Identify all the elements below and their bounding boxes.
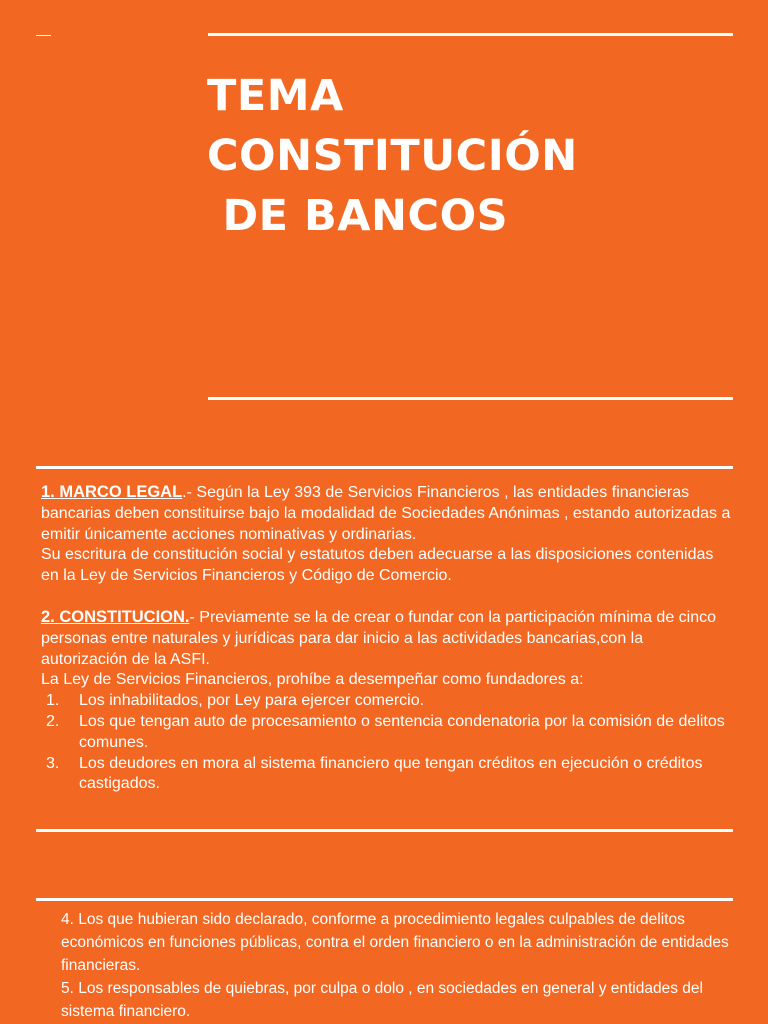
title-line-3: DE BANCOS bbox=[207, 191, 509, 241]
content-section bbox=[41, 482, 731, 795]
section1-suffix: .- bbox=[182, 484, 197, 501]
section1-paragraph-2: Su escritura de constitución social y estatutos deben adecuarse a las disposiciones contenidas en la Ley de Servicios Financieros y Código de Comercio. bbox=[41, 546, 714, 585]
content-bottom-rule bbox=[36, 829, 733, 832]
list-item: 1. Los inhabilitados, por Ley para ejercer comercio. bbox=[46, 692, 425, 710]
list-item: 3. Los deudores en mora al sistema financiero que tengan créditos en ejecución o créditos castigados. bbox=[46, 754, 703, 793]
section2-paragraph bbox=[41, 607, 731, 670]
continuation-top-rule bbox=[36, 898, 733, 901]
content-top-rule bbox=[36, 466, 733, 469]
prohibited-founders-list bbox=[41, 691, 731, 795]
section2-text: Previamente se la de crear o fundar con la participación mínima de cinco personas entre naturales y jurídicas para dar inicio a las actividades bancarias,con la autorización de la ASFI. bbox=[41, 608, 717, 668]
list-item: 2. Los que tengan auto de procesamiento o sentencia condenatoria por la comisión de delitos comunes. bbox=[46, 712, 725, 751]
corner-mark bbox=[36, 35, 51, 36]
section1-text: Según la Ley 393 de Servicios Financieros , las entidades financieras bancarias deben constituirse bajo la modalidad de Sociedades Anónimas , estando autorizadas a emitir únicamente acciones nominativas y ordinarias. bbox=[41, 484, 731, 543]
list-item-5: 5. Los responsables de quiebras, por culpa o dolo , en sociedades en general y entidades del sistema financiero. bbox=[61, 980, 703, 1020]
section2-heading: 2. CONSTITUCION. bbox=[41, 607, 190, 626]
section2-intro: La Ley de Servicios Financieros, prohíbe a desempeñar como fundadores a: bbox=[41, 671, 584, 689]
list-item-4: 4. Los que hubieran sido declarado, conforme a procedimiento legales culpables de delitos económicos en funciones públicas, contra el orden financiero o en la administración de entidades financieras. bbox=[61, 911, 729, 974]
continuation-section bbox=[61, 908, 751, 1023]
section1-paragraph bbox=[41, 482, 731, 545]
title-line-2: CONSTITUCIÓN bbox=[207, 131, 578, 181]
section2-suffix: - bbox=[189, 608, 200, 626]
title-bottom-rule bbox=[208, 397, 733, 400]
section1-heading: 1. MARCO LEGAL bbox=[41, 483, 183, 501]
top-rule bbox=[208, 33, 733, 36]
page-title bbox=[207, 66, 578, 246]
title-line-1: TEMA bbox=[207, 71, 344, 121]
